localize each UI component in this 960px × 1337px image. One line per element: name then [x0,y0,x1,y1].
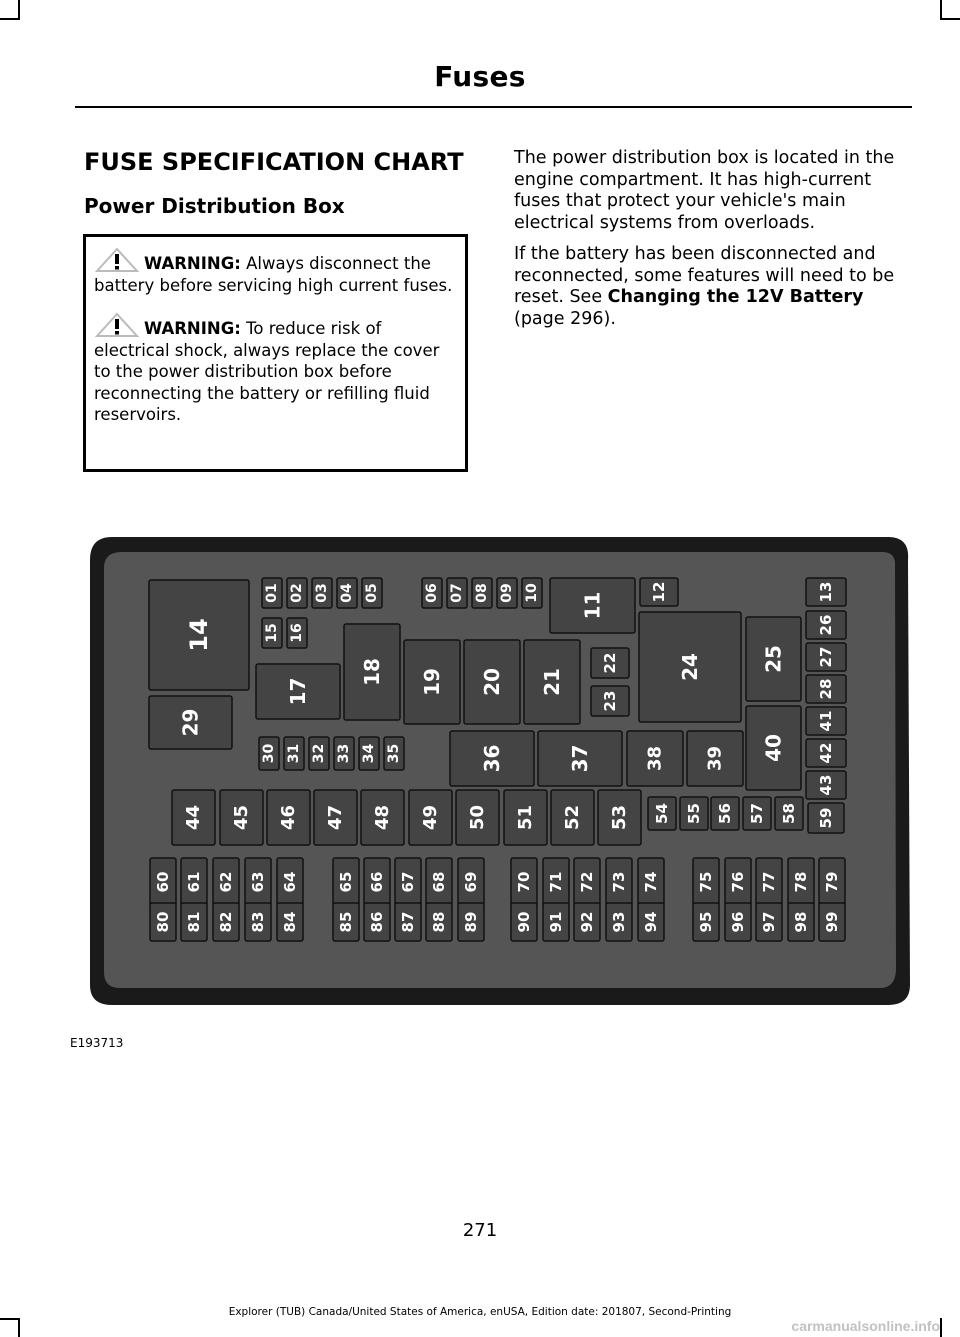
fuse-label: 82 [217,911,235,933]
fuse-16 [287,618,307,648]
fuse-31 [284,737,304,770]
fuse-99 [819,903,845,941]
fuse-26 [806,611,846,639]
fuse-34 [359,737,379,770]
fuse-label: 47 [325,804,346,831]
warning-1 [94,247,459,296]
fuse-45 [220,790,263,845]
crop-mark [18,1318,20,1337]
sub-heading: Power Distribution Box [84,194,345,218]
warning-2 [94,312,459,426]
fuse-68 [426,858,452,906]
fuse-label: 66 [368,871,386,893]
fuse-label: 44 [183,804,204,831]
fuse-69 [458,858,484,906]
crop-mark [940,0,942,18]
fuse-56 [711,797,739,830]
fuse-label: 14 [185,618,213,652]
fuse-label: 95 [697,911,715,933]
crop-mark [0,1318,20,1320]
paragraph-text: If the battery has been disconnected and reconnected, some features will need to be reset. See [514,244,895,307]
fuse-03 [312,578,332,608]
page-number: 271 [462,1220,498,1241]
fuse-label: 41 [817,710,835,732]
fuse-41 [806,707,846,735]
fuse-33 [334,737,354,770]
fuse-label: 65 [337,871,355,893]
fuse-28 [806,675,846,703]
fuse-label: 39 [704,745,726,772]
fuse-93 [606,903,632,941]
fuse-22 [591,648,629,678]
fuse-label: 78 [792,871,810,893]
section-heading: FUSE SPECIFICATION CHART [84,148,464,176]
fuse-64 [277,858,303,906]
fuse-77 [756,858,782,906]
fuse-71 [543,858,569,906]
warning-text: Always disconnect the battery before servicing high current fuses. [94,254,453,295]
power-distribution-box-diagram [90,537,910,1005]
fuse-label: 38 [644,745,666,772]
fuse-label: 98 [792,911,810,933]
fuse-60 [150,858,176,906]
fuse-label: 21 [540,668,564,696]
fuse-label: 75 [697,871,715,893]
fuse-75 [693,858,719,906]
fuse-label: 36 [480,744,504,773]
fuse-38 [627,731,683,786]
fuse-74 [638,858,664,906]
fuse-label: 12 [650,581,668,603]
fuse-label: 64 [281,871,299,893]
fuse-label: 02 [289,583,305,603]
fuse-58 [775,797,803,830]
watermark: carmanualsonline.info [791,1318,940,1334]
fuse-label: 29 [178,708,203,737]
fuse-label: 15 [264,623,280,643]
fuse-label: 40 [761,734,786,762]
fuse-59 [808,803,844,833]
fuse-label: 22 [601,652,619,674]
fuse-40 [746,706,801,790]
fuse-85 [333,903,359,941]
warning-triangle-icon [94,247,140,273]
fuse-label: 20 [480,668,504,696]
fuse-36 [450,731,534,786]
fuse-label: 83 [249,911,267,933]
fuse-label: 74 [642,871,660,893]
crop-mark [18,0,20,18]
fuse-label: 68 [430,871,448,893]
fuse-label: 57 [748,803,766,824]
fuse-label: 52 [562,804,583,831]
fuse-label: 62 [217,871,235,893]
fuse-label: 18 [360,658,384,686]
fuse-91 [543,903,569,941]
fuse-label: 80 [154,911,172,933]
page-reference: (page 296). [514,308,616,329]
fuse-label: 56 [716,803,734,824]
fuse-label: 81 [185,911,203,933]
fuse-label: 24 [678,653,702,681]
fuse-13 [806,578,846,606]
fuse-label: 72 [578,871,596,893]
fuse-32 [309,737,329,770]
fuse-61 [181,858,207,906]
fuse-76 [725,858,751,906]
fuse-94 [638,903,664,941]
fuse-label: 76 [729,871,747,893]
fuse-label: 91 [547,911,565,933]
fuse-label: 51 [515,804,536,831]
fuse-25 [746,617,801,701]
fuse-label: 32 [311,743,327,764]
fuse-label: 16 [289,623,305,643]
fuse-label: 43 [817,774,835,796]
fuse-label: 11 [580,591,605,620]
fuse-23 [591,686,629,716]
fuse-label: 30 [261,743,277,764]
fuse-label: 37 [568,744,592,773]
fuse-label: 09 [499,583,515,603]
fuse-label: 03 [314,583,330,603]
fuse-label: 84 [281,911,299,933]
fuse-04 [337,578,357,608]
fuse-87 [395,903,421,941]
fuse-label: 07 [449,583,465,603]
fuse-label: 85 [337,911,355,933]
fuse-label: 05 [364,583,380,603]
fuse-label: 71 [547,871,565,893]
fuse-54 [648,797,676,830]
fuse-67 [395,858,421,906]
figure-id: E193713 [70,1036,124,1050]
fuse-57 [743,797,771,830]
fuse-label: 77 [760,871,778,893]
fuse-label: 49 [420,804,441,831]
fuse-42 [806,739,846,767]
crop-mark [940,18,960,20]
fuse-06 [422,578,442,608]
fuse-label: 97 [760,911,778,933]
page-header-title: Fuses [434,60,526,93]
fuse-24 [639,612,741,722]
fuse-label: 88 [430,911,448,933]
fuse-44 [172,790,215,845]
fuse-17 [256,664,340,719]
fuse-65 [333,858,359,906]
fuse-81 [181,903,207,941]
fuse-label: 27 [817,646,835,668]
fuse-label: 86 [368,911,386,933]
fuse-95 [693,903,719,941]
fuse-51 [504,790,547,845]
fuse-label: 28 [817,678,835,700]
fuse-98 [788,903,814,941]
fuse-80 [150,903,176,941]
fuse-label: 63 [249,871,267,893]
fuse-78 [788,858,814,906]
fuse-07 [447,578,467,608]
fuse-73 [606,858,632,906]
fuse-50 [456,790,499,845]
fuse-20 [464,640,520,724]
fuse-92 [574,903,600,941]
fuse-label: 69 [462,871,480,893]
fuse-19 [404,640,460,724]
fuse-82 [213,903,239,941]
fuse-79 [819,858,845,906]
fuse-label: 93 [610,911,628,933]
fuse-29 [149,696,232,749]
fuse-label: 26 [817,614,835,636]
fuse-97 [756,903,782,941]
footer-text: Explorer (TUB) Canada/United States of America, enUSA, Edition date: 201807, Second-Printing [228,1306,732,1318]
warning-label: WARNING: [144,319,241,338]
fuse-label: 55 [685,803,703,824]
fuse-09 [497,578,517,608]
fuse-label: 67 [399,871,417,893]
warning-label: WARNING: [144,254,241,273]
body-text [514,148,912,340]
fuse-label: 50 [467,804,488,831]
warning-box [83,234,468,472]
fuse-label: 58 [780,803,798,824]
fuse-label: 35 [386,743,402,764]
fuse-label: 06 [424,583,440,603]
fuse-label: 04 [339,583,355,603]
crop-mark [0,18,20,20]
fuse-47 [314,790,357,845]
fuse-label: 94 [642,911,660,933]
fuse-72 [574,858,600,906]
fuse-52 [551,790,594,845]
fuse-label: 45 [231,804,252,831]
fuse-01 [262,578,282,608]
fuse-83 [245,903,271,941]
fuse-label: 42 [817,742,835,764]
fuse-55 [680,797,708,830]
fuse-label: 46 [278,804,299,831]
fuse-53 [598,790,641,845]
fuse-49 [409,790,452,845]
fuse-label: 10 [524,583,540,603]
fuse-label: 31 [286,743,302,764]
fuse-05 [362,578,382,608]
fuse-62 [213,858,239,906]
fuse-label: 23 [601,690,619,712]
fuse-86 [364,903,390,941]
fuse-90 [511,903,537,941]
fuse-21 [524,640,580,724]
fuse-08 [472,578,492,608]
fuse-label: 48 [372,804,393,831]
fuse-37 [538,731,622,786]
fuse-label: 01 [264,583,280,603]
fuse-30 [259,737,279,770]
fuse-label: 73 [610,871,628,893]
fuse-label: 61 [185,871,203,893]
fuse-label: 53 [609,804,630,831]
fuse-18 [344,624,400,720]
fuse-label: 17 [286,677,310,706]
warning-text: To reduce risk of electrical shock, always replace the cover to the power distribution box before reconnecting the battery or refilling fluid reservoirs. [94,319,440,424]
fuse-label: 54 [653,803,671,824]
warning-triangle-icon [94,312,140,338]
header-rule [75,106,912,108]
fuse-14 [149,580,249,690]
fuse-label: 08 [474,583,490,603]
fuse-label: 92 [578,911,596,933]
fuse-84 [277,903,303,941]
fuse-12 [640,578,678,606]
fuse-02 [287,578,307,608]
crop-mark [940,1318,942,1337]
fuse-label: 87 [399,911,417,933]
paragraph [514,244,912,330]
fuse-label: 89 [462,911,480,933]
fuse-label: 90 [515,911,533,933]
fuse-label: 19 [420,668,444,696]
fuse-label: 25 [761,645,786,673]
fuse-label: 59 [817,807,835,829]
fuse-label: 13 [817,581,835,603]
fuse-label: 70 [515,871,533,893]
fuse-66 [364,858,390,906]
fuse-15 [262,618,282,648]
fuse-label: 60 [154,871,172,893]
fuse-88 [426,903,452,941]
fuse-label: 33 [336,743,352,764]
fuse-label: 34 [361,743,377,764]
fuse-11 [550,578,635,633]
fuse-label: 79 [823,871,841,893]
fuse-label: 96 [729,911,747,933]
fuse-48 [361,790,404,845]
fuse-35 [384,737,404,770]
fuse-27 [806,643,846,671]
fuse-39 [687,731,743,786]
fuse-96 [725,903,751,941]
fuse-70 [511,858,537,906]
paragraph: The power distribution box is located in the engine compartment. It has high-current fuses that protect your vehicle's main electrical systems from overloads. [514,148,895,233]
cross-reference-link[interactable]: Changing the 12V Battery [607,287,864,307]
fuse-label: 99 [823,911,841,933]
fuse-46 [267,790,310,845]
fuse-63 [245,858,271,906]
fuse-43 [806,771,846,799]
fuse-89 [458,903,484,941]
fuse-10 [522,578,542,608]
